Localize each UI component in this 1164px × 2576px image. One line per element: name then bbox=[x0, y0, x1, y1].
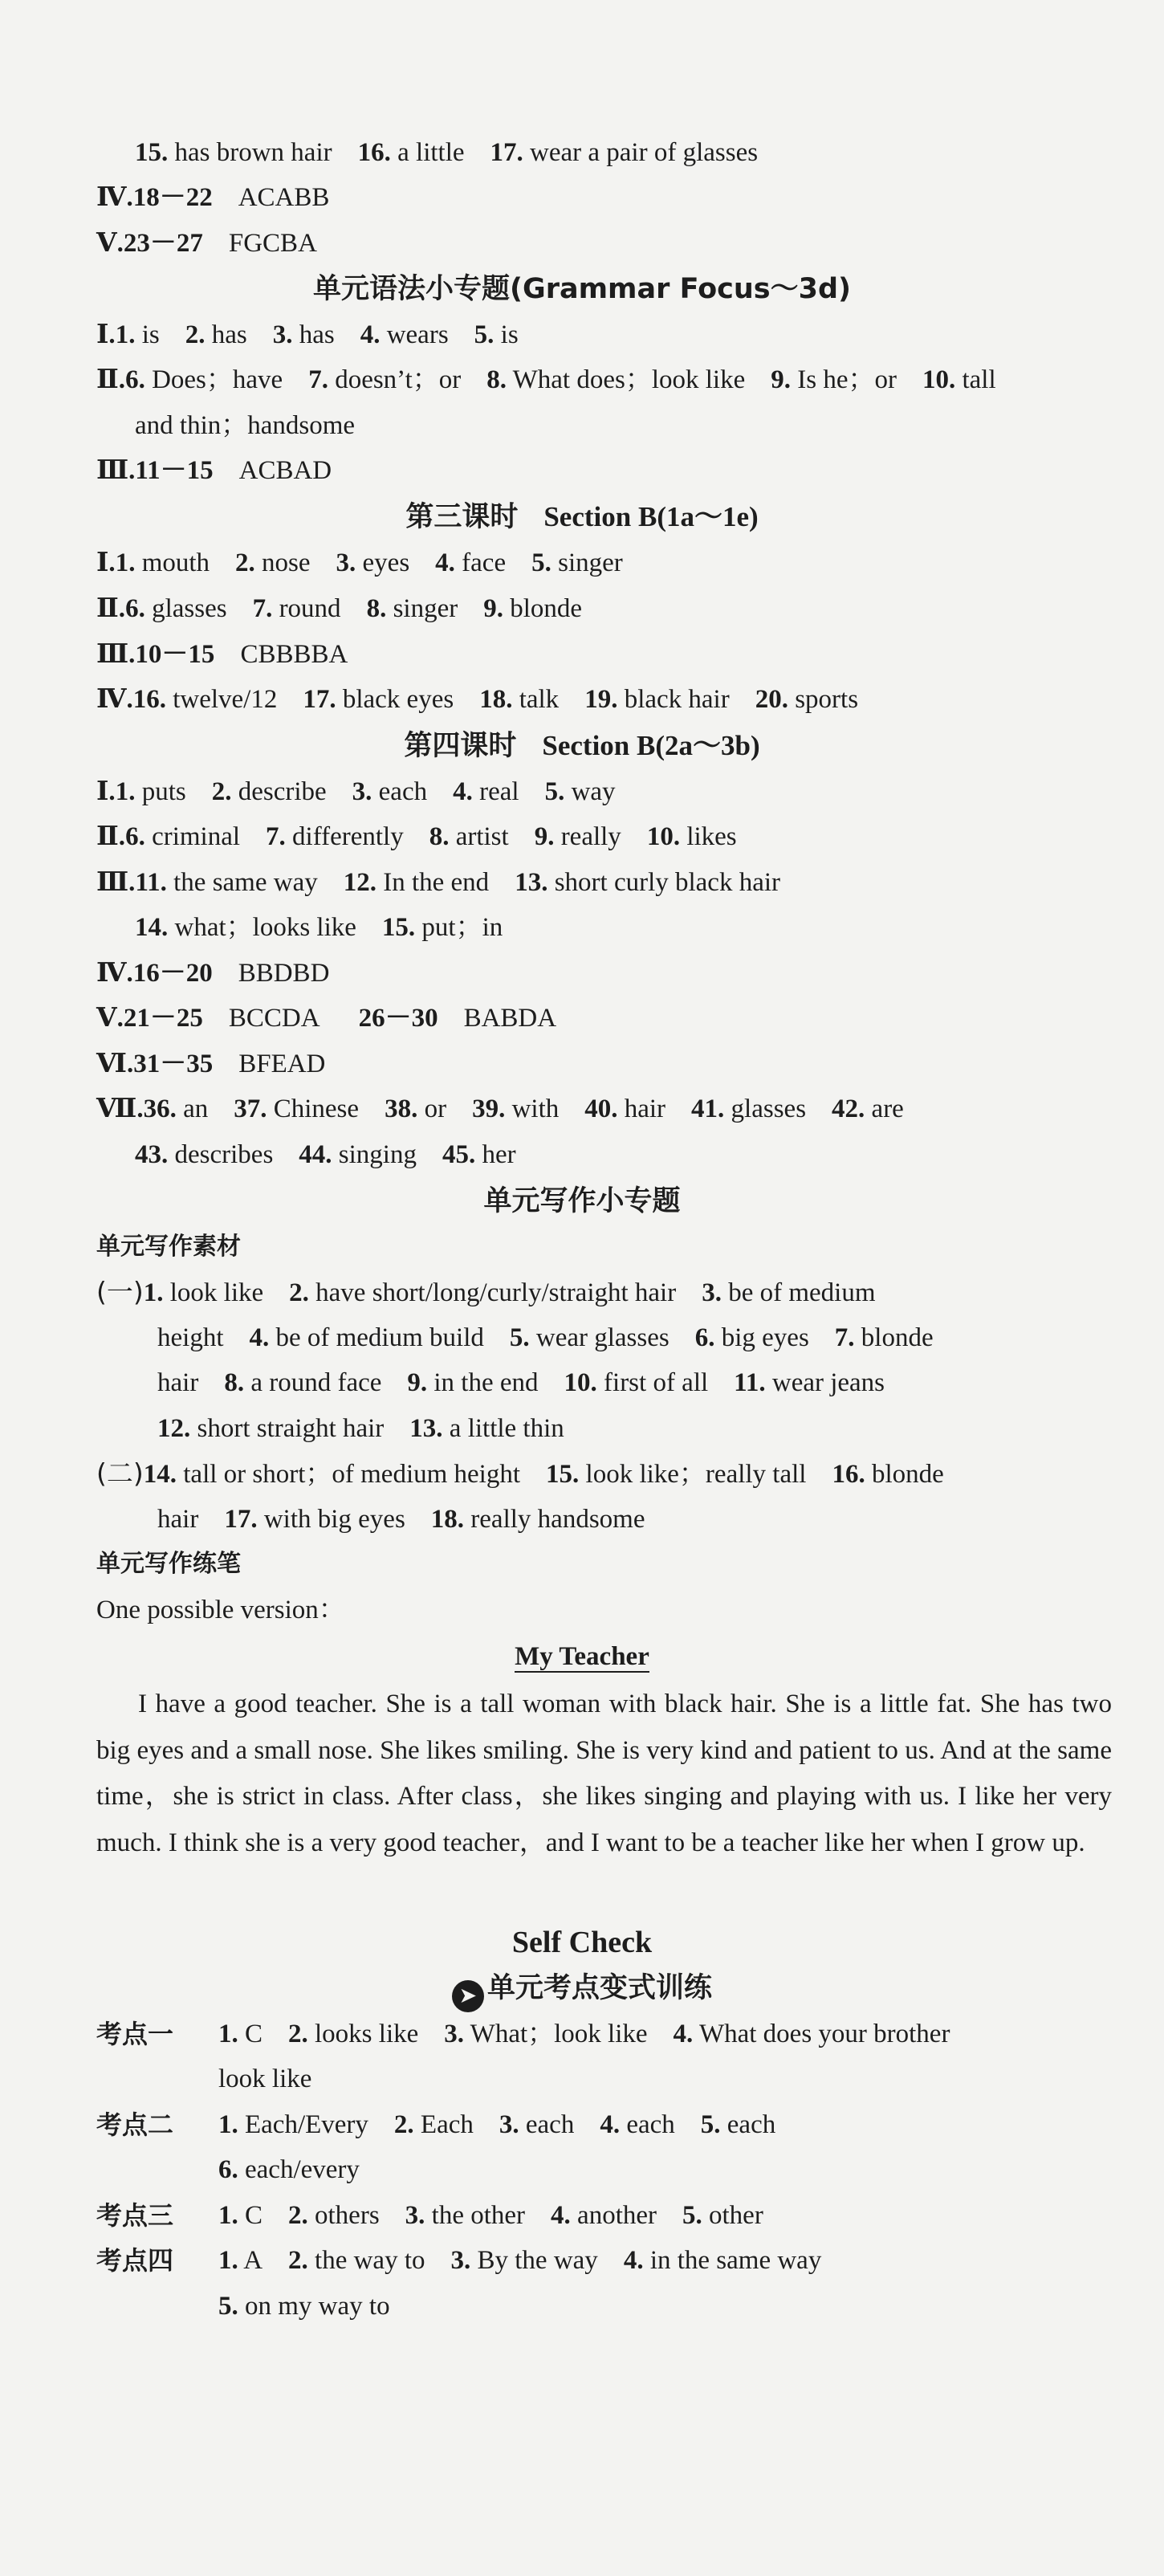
answer-line: 6. each/every bbox=[218, 2155, 360, 2184]
answer-line: Ⅰ.1. is 2. has 3. has 4. wears 5. is bbox=[96, 320, 519, 349]
answer-line: and thin；handsome bbox=[135, 411, 356, 440]
answer-line: 12. short straight hair 13. a little thin bbox=[157, 1414, 564, 1443]
answer-line: 1. C 2. others 3. the other 4. another 5. other bbox=[218, 2201, 763, 2230]
answer-line: hair 17. with big eyes 18. really handsome bbox=[157, 1505, 645, 1534]
answer-line: height 4. be of medium build 5. wear glasses 6. big eyes 7. blonde bbox=[157, 1323, 934, 1352]
answer-line: 14. what；looks like 15. put；in bbox=[135, 913, 503, 942]
answer-line: Ⅲ.11. the same way 12. In the end 13. short curly black hair bbox=[96, 868, 781, 897]
answer-line: Ⅰ.1. puts 2. describe 3. each 4. real 5. way bbox=[96, 777, 616, 806]
answer-line: Ⅳ.16－20 BBDBD bbox=[96, 959, 330, 988]
answer-line: hair 8. a round face 9. in the end 10. first of all 11. wear jeans bbox=[157, 1368, 885, 1397]
answer-line: 1. Each/Every 2. Each 3. each 4. each 5. each bbox=[218, 2110, 776, 2139]
answer-line: Ⅴ.23－27 FGCBA bbox=[96, 229, 317, 258]
answer-line: Ⅶ.36. an 37. Chinese 38. or 39. with 40. hair 41. glasses 42. are bbox=[96, 1094, 904, 1123]
essay-paragraph: I have a good teacher. She is a tall woman with black hair. She is a little fat. She has two big eyes and a small nose. She likes smiling. She is very kind and patient to us. And at the same time，she is strict in class. After class，she likes singing and playing with us. I like her very much. I think she is a very good teacher，and I want to be a teacher like her when I grow up. bbox=[96, 1689, 1112, 1857]
point-label: 考点二 bbox=[96, 2109, 174, 2140]
point-label: 考点四 bbox=[96, 2245, 174, 2276]
answer-line: Ⅱ.6. criminal 7. differently 8. artist 9. really 10. likes bbox=[96, 822, 737, 851]
answer-line: Ⅲ.10－15 CBBBBA bbox=[96, 640, 348, 669]
subheading: 单元写作练笔 bbox=[96, 1550, 241, 1578]
answer-line: look like bbox=[218, 2064, 312, 2093]
answer-line: 5. on my way to bbox=[218, 2292, 390, 2321]
answer-line: 1. A 2. the way to 3. By the way 4. in the same way bbox=[218, 2246, 822, 2275]
section-heading: 第四课时 Section B(2a～3b) bbox=[404, 730, 760, 762]
self-check-heading: Self Check bbox=[511, 1926, 653, 1959]
point-label: 考点三 bbox=[96, 2200, 174, 2231]
answer-line: 1. C 2. looks like 3. What；look like 4. What does your brother bbox=[218, 2020, 950, 2048]
answer-line: (二)14. tall or short；of medium height 15. look like；really tall 16. blonde bbox=[96, 1457, 944, 1489]
answer-line: Ⅱ.6. glasses 7. round 8. singer 9. blonde bbox=[96, 594, 583, 623]
answer-line: 15. has brown hair 16. a little 17. wear a pair of glasses bbox=[135, 138, 759, 167]
arrow-right-icon: ➤ bbox=[452, 1980, 484, 2012]
section-heading: 单元语法小专题(Grammar Focus～3d) bbox=[312, 273, 852, 305]
section-heading: ➤ 单元考点变式训练 bbox=[0, 1971, 1164, 2012]
answer-line: Ⅱ.6. Does；have 7. doesn’t；or 8. What does；look like 9. Is he；or 10. tall bbox=[96, 365, 996, 394]
answer-line: Ⅳ.18－22 ACABB bbox=[96, 183, 330, 212]
section-heading: 单元写作小专题 bbox=[483, 1185, 681, 1217]
version-label: One possible version： bbox=[96, 1596, 345, 1624]
answer-line: Ⅵ.31－35 BFEAD bbox=[96, 1050, 326, 1078]
essay-title: My Teacher bbox=[515, 1642, 649, 1671]
answer-line: (一)1. look like 2. have short/long/curly/straight hair 3. be of medium bbox=[96, 1276, 876, 1307]
answer-line: Ⅲ.11－15 ACBAD bbox=[96, 456, 332, 485]
answer-line: Ⅰ.1. mouth 2. nose 3. eyes 4. face 5. singer bbox=[96, 548, 623, 577]
subheading: 单元写作素材 bbox=[96, 1233, 241, 1261]
section-heading: 第三课时 Section B(1a～1e) bbox=[405, 501, 759, 533]
answer-line: 43. describes 44. singing 45. her bbox=[135, 1140, 516, 1169]
answer-line: Ⅳ.16. twelve/12 17. black eyes 18. talk 19. black hair 20. sports bbox=[96, 685, 859, 714]
answer-line: Ⅴ.21－25 BCCDA 26－30 BABDA bbox=[96, 1004, 557, 1033]
point-label: 考点一 bbox=[96, 2019, 174, 2049]
